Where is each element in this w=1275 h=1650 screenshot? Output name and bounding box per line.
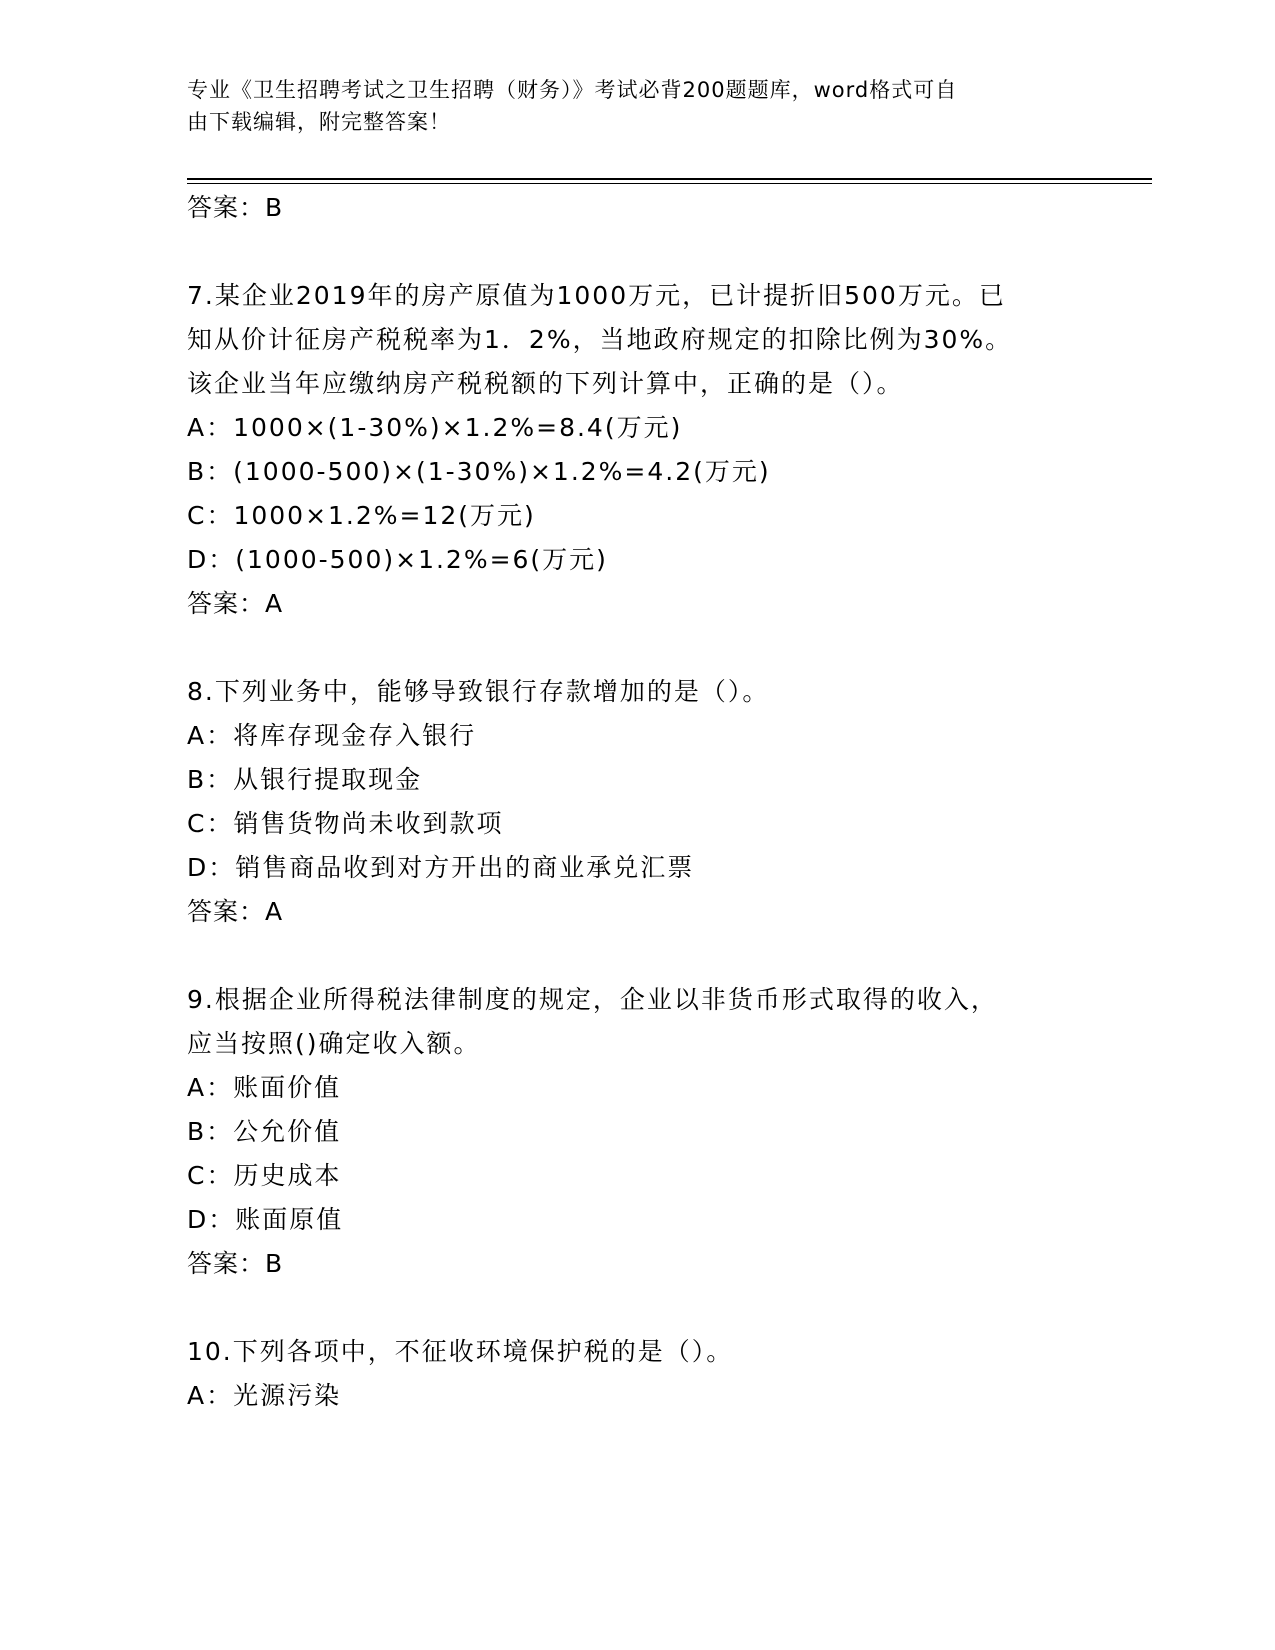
q7-text-line-2: 知从价计征房产税税率为1．2%，当地政府规定的扣除比例为30%。 <box>187 325 1013 354</box>
previous-answer: 答案：B <box>187 193 284 222</box>
q9-answer: 答案：B <box>187 1249 284 1278</box>
header-line-2: 由下载编辑，附完整答案！ <box>187 110 451 134</box>
q9-text-line-1: 9.根据企业所得税法律制度的规定，企业以非货币形式取得的收入， <box>187 985 998 1014</box>
header-divider-thin <box>187 183 1152 184</box>
q7-text-line-3: 该企业当年应缴纳房产税税额的下列计算中，正确的是（）。 <box>187 369 904 398</box>
header-divider-thick <box>187 178 1152 180</box>
q8-option-d: D：销售商品收到对方开出的商业承兑汇票 <box>187 853 695 882</box>
q7-option-c: C：1000×1.2%=12(万元) <box>187 501 536 530</box>
q8-option-a: A：将库存现金存入银行 <box>187 721 477 750</box>
q7-option-d: D：(1000-500)×1.2%=6(万元) <box>187 545 608 574</box>
q8-option-b: B：从银行提取现金 <box>187 765 423 794</box>
q10-text-line-1: 10.下列各项中，不征收环境保护税的是（）。 <box>187 1337 734 1366</box>
q9-option-c: C：历史成本 <box>187 1161 342 1190</box>
q9-option-a: A：账面价值 <box>187 1073 342 1102</box>
q7-option-a: A：1000×(1-30%)×1.2%=8.4(万元) <box>187 413 683 442</box>
q9-option-b: B：公允价值 <box>187 1117 342 1146</box>
q9-option-d: D：账面原值 <box>187 1205 344 1234</box>
q8-option-c: C：销售货物尚未收到款项 <box>187 809 504 838</box>
document-header <box>187 74 1067 138</box>
q9-text-line-2: 应当按照()确定收入额。 <box>187 1029 481 1058</box>
q7-text-line-1: 7.某企业2019年的房产原值为1000万元，已计提折旧500万元。已 <box>187 281 1006 310</box>
header-line-1: 专业《卫生招聘考试之卫生招聘（财务）》考试必背200题题库，word格式可自 <box>187 78 958 102</box>
q10-option-a: A：光源污染 <box>187 1381 342 1410</box>
q7-answer: 答案：A <box>187 589 284 618</box>
q8-answer: 答案：A <box>187 897 284 926</box>
q7-option-b: B：(1000-500)×(1-30%)×1.2%=4.2(万元) <box>187 457 771 486</box>
q8-text-line-1: 8.下列业务中，能够导致银行存款增加的是（）。 <box>187 677 770 706</box>
